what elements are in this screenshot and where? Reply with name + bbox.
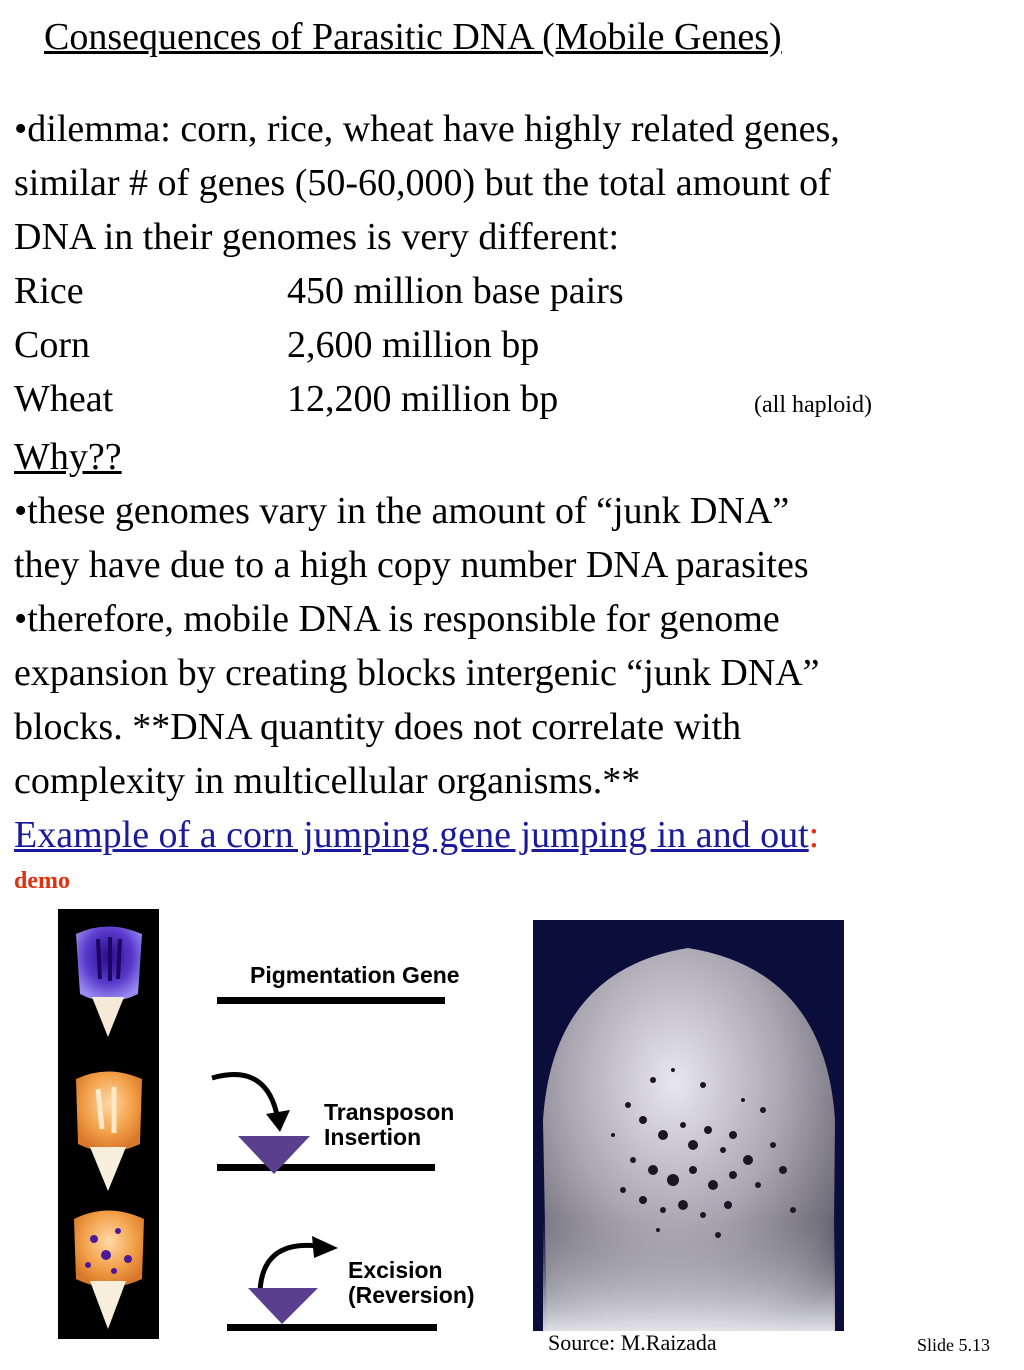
spotted-kernel [74, 1211, 144, 1330]
haploid-note: (all haploid) [754, 392, 872, 418]
genome-size: 450 million base pairs [287, 270, 624, 312]
explanation-line-3: •therefore, mobile DNA is responsible for genome [14, 598, 780, 640]
explanation-line-1: •these genomes vary in the amount of “junk DNA” [14, 490, 790, 532]
insertion-arrow [212, 1075, 278, 1120]
excised-transposon-triangle [248, 1288, 318, 1324]
example-colon: : [808, 814, 820, 856]
excision-label: Excision [348, 1257, 443, 1283]
example-line [14, 808, 819, 862]
slide-title: Consequences of Parasitic DNA (Mobile Genes) [44, 16, 782, 58]
explanation-line-4: expansion by creating blocks intergenic “junk DNA” [14, 652, 820, 694]
intro-line-3: DNA in their genomes is very different: [14, 216, 620, 258]
reversion-label: (Reversion) [348, 1282, 475, 1308]
genome-row-wheat [14, 372, 914, 426]
corn-kernels-illustration [58, 909, 159, 1339]
explanation-line-6: complexity in multicellular organisms.** [14, 760, 641, 802]
insertion-label: Insertion [324, 1124, 422, 1150]
intro-line-1: •dilemma: corn, rice, wheat have highly related genes, [14, 108, 840, 150]
transposon-diagram [200, 950, 540, 1370]
corn-kernel-strip [58, 909, 159, 1339]
species-name: Corn [14, 324, 90, 366]
explanation-line-2: they have due to a high copy number DNA parasites [14, 544, 809, 586]
image-source: Source: M.Raizada [548, 1330, 717, 1355]
orange-kernel [76, 1072, 142, 1192]
demo-link[interactable]: demo [14, 868, 70, 894]
transposon-label: Transposon [324, 1099, 455, 1125]
genome-size: 2,600 million bp [287, 324, 540, 366]
intro-line-2: similar # of genes (50-60,000) but the total amount of [14, 162, 831, 204]
excision-arrow [260, 1245, 318, 1292]
why-heading: Why?? [14, 436, 122, 478]
explanation-line-5: blocks. **DNA quantity does not correlate with [14, 706, 742, 748]
insertion-arrowhead [266, 1110, 290, 1132]
slide-number: Slide 5.13 [917, 1335, 991, 1355]
corn-kernel-photo [533, 920, 844, 1331]
gene-bar-1 [217, 997, 445, 1004]
excision-arrowhead [312, 1236, 338, 1258]
genome-size: 12,200 million bp [287, 378, 559, 420]
species-name: Rice [14, 270, 84, 312]
genome-row-corn [14, 318, 914, 372]
genome-row-rice [14, 264, 914, 318]
species-name: Wheat [14, 378, 114, 420]
example-link[interactable]: Example of a corn jumping gene jumping in and out [14, 814, 809, 856]
spotted-kernel-photo [533, 920, 844, 1331]
gene-bar-2 [217, 1164, 435, 1171]
purple-kernel [76, 927, 142, 1038]
gene-bar-3 [227, 1324, 437, 1331]
pigmentation-gene-label: Pigmentation Gene [250, 962, 460, 988]
